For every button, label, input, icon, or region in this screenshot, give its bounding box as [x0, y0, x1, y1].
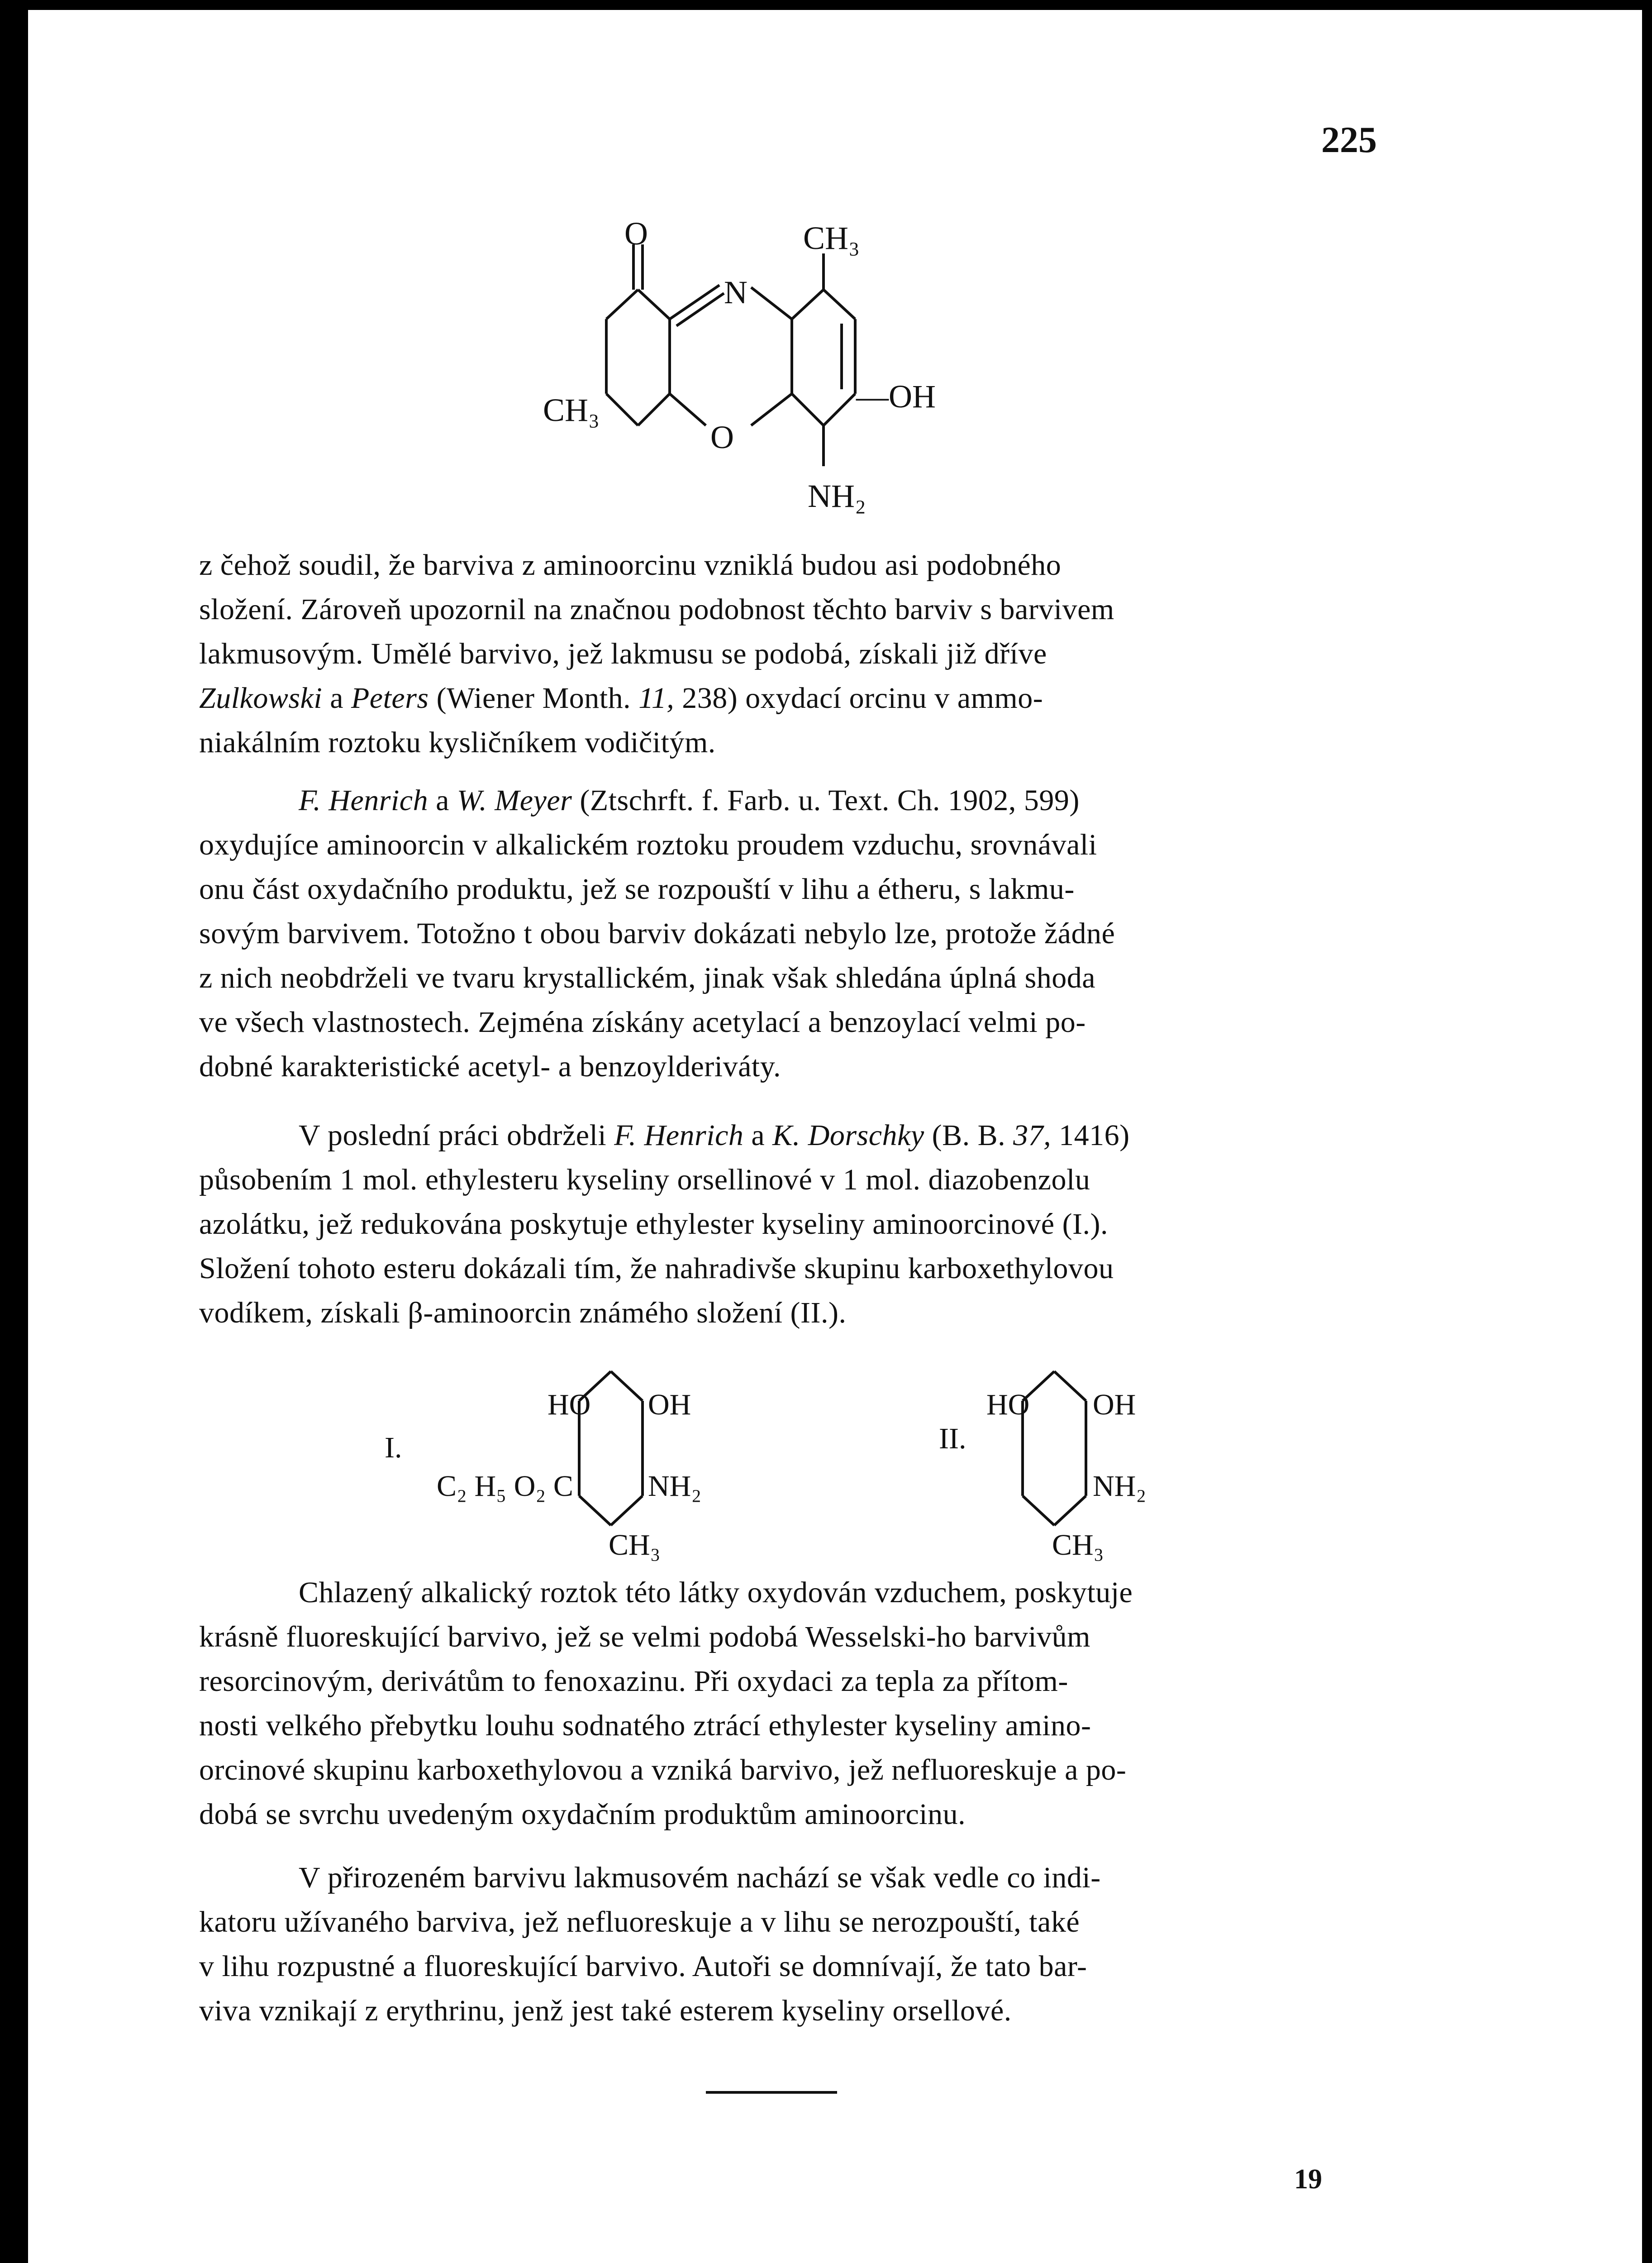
- formula-roman-numeral: II.: [939, 1422, 966, 1455]
- author-name: W. Meyer: [457, 784, 572, 817]
- oh-label: OH: [1093, 1388, 1136, 1421]
- ch3-label: CH₃: [609, 1528, 661, 1561]
- text-line: V přirozeném barvivu lakmusovém nachází se však vedle co indi-: [299, 1861, 1101, 1894]
- bond: [611, 1371, 643, 1401]
- ho-label: HO: [547, 1388, 591, 1421]
- text-line: působením 1 mol. ethylesteru kyseliny orsellinové v 1 mol. diazobenzolu: [199, 1163, 1090, 1196]
- bond: [606, 394, 638, 425]
- formula-roman-numeral: I.: [385, 1431, 402, 1464]
- paragraph-5: [199, 1856, 1385, 2033]
- signature-number: 19: [1294, 2164, 1322, 2195]
- phenoxazone-structural-formula: [543, 213, 1059, 539]
- text-line: krásně fluoreskující barvivo, jež se velmi podobá Wesselski-ho barvivům: [199, 1620, 1090, 1653]
- text-line: viva vznikají z erythrinu, jenž jest také esterem kyseliny orsellové.: [199, 1994, 1012, 2027]
- text-line: z nich neobdrželi ve tvaru krystallickém, jinak však shledána úplná shoda: [199, 961, 1096, 994]
- bond: [638, 290, 670, 319]
- nh2-label: NH₂: [648, 1470, 702, 1503]
- page-number: 225: [1321, 119, 1377, 160]
- conjunction: a: [751, 1119, 765, 1152]
- conjunction: a: [330, 682, 343, 715]
- paragraph-2: [199, 778, 1385, 1089]
- text-line: [199, 778, 1385, 823]
- paragraph-1: [199, 543, 1385, 765]
- paragraph-4: [199, 1571, 1385, 1837]
- ch3-label: CH₃: [1052, 1528, 1104, 1561]
- author-name: F. Henrich: [614, 1119, 744, 1152]
- bond: [1023, 1496, 1054, 1525]
- ch3-left-label: CH₃: [543, 392, 600, 428]
- text-line: niakálním roztoku kysličníkem vodičitým.: [199, 726, 716, 759]
- bond: [606, 290, 638, 319]
- nh2-label: NH₂: [1093, 1470, 1147, 1503]
- text-line: dobné karakteristické acetyl- a benzoylderiváty.: [199, 1050, 781, 1083]
- text-line: dobá se svrchu uvedeným oxydačním produktům aminoorcinu.: [199, 1798, 966, 1831]
- citation: (B. B.: [932, 1119, 1006, 1152]
- bond: [751, 287, 792, 319]
- citation: 1416): [1059, 1119, 1130, 1152]
- bond: [824, 394, 855, 425]
- text-line: sovým barvivem. Totožno t obou barviv dokázati nebylo lze, protože žádné: [199, 917, 1115, 950]
- text-line: Chlazený alkalický roztok této látky oxydován vzduchem, poskytuje: [299, 1576, 1133, 1609]
- author-name: Peters: [351, 682, 429, 715]
- bond: [1054, 1496, 1086, 1525]
- text-line: vodíkem, získali β-aminoorcin známého složení (II.).: [199, 1296, 847, 1329]
- ho-label: HO: [986, 1388, 1030, 1421]
- citation-volume: 37,: [1013, 1119, 1052, 1152]
- section-divider: [706, 2091, 837, 2094]
- paragraph-3: [199, 1113, 1385, 1335]
- bond: [611, 1496, 643, 1525]
- bond: [1054, 1371, 1086, 1401]
- text-line: ve všech vlastnostech. Zejména získány acetylací a benzoylací velmi po-: [199, 1006, 1086, 1039]
- aminoorcin-formulas: [371, 1358, 1276, 1566]
- hydroxyl-label: —OH: [856, 378, 936, 415]
- text-line: složení. Zároveň upozornil na značnou podobnost těchto barviv s barvivem: [199, 593, 1114, 626]
- scan-border-right: [1642, 0, 1652, 2263]
- text-line: v lihu rozpustné a fluoreskující barvivo. Autoři se domnívají, že tato bar-: [199, 1950, 1087, 1983]
- bond: [670, 394, 706, 425]
- text-line: [199, 1113, 1385, 1158]
- author-name: K. Dorschky: [772, 1119, 924, 1152]
- bond: [751, 394, 792, 425]
- citation: (Ztschrft. f. Farb. u. Text. Ch. 1902, 599): [580, 784, 1080, 817]
- nitrogen-label: N: [724, 274, 747, 310]
- scan-border-top: [0, 0, 1652, 10]
- text-line: [199, 676, 1385, 721]
- bond: [824, 290, 855, 319]
- bond: [792, 290, 824, 319]
- text-line: oxydujíce aminoorcin v alkalickém roztoku proudem vzduchu, srovnávali: [199, 828, 1097, 861]
- text-line: resorcinovým, derivátům to fenoxazinu. Při oxydaci za tepla za přítom-: [199, 1665, 1068, 1698]
- text-line: nosti velkého přebytku louhu sodnatého ztrácí ethylester kyseliny amino-: [199, 1709, 1091, 1742]
- text-span: V poslední práci obdrželi: [299, 1119, 607, 1152]
- citation-volume: 11,: [638, 682, 675, 715]
- conjunction: a: [436, 784, 449, 817]
- scan-border-left: [0, 0, 28, 2263]
- author-name: F. Henrich: [299, 784, 428, 817]
- ch3-top-label: CH₃: [803, 220, 860, 256]
- ester-group-label: C₂ H₅ O₂ C: [437, 1470, 573, 1503]
- text-line: katoru užívaného barviva, jež nefluoreskuje a v lihu se nerozpouští, také: [199, 1905, 1080, 1938]
- bond: [579, 1496, 611, 1525]
- oxo-label: O: [624, 215, 648, 252]
- citation: 238) oxydací orcinu v ammo-: [682, 682, 1043, 715]
- text-line: onu část oxydačního produktu, jež se rozpouští v lihu a étheru, s lakmu-: [199, 873, 1075, 906]
- author-name: Zulkowski: [199, 682, 323, 715]
- oh-label: OH: [648, 1388, 691, 1421]
- text-line: Složení tohoto esteru dokázali tím, že nahradivše skupinu karboxethylovou: [199, 1252, 1114, 1285]
- ring-oxygen-label: O: [710, 419, 734, 455]
- bond: [638, 394, 670, 425]
- text-line: z čehož soudil, že barviva z aminoorcinu vzniklá budou asi podobného: [199, 549, 1062, 582]
- text-line: lakmusovým. Umělé barvivo, jež lakmusu se podobá, získali již dříve: [199, 637, 1047, 670]
- nh2-label: NH₂: [808, 478, 866, 514]
- text-line: azolátku, jež redukována poskytuje ethylester kyseliny aminoorcinové (I.).: [199, 1208, 1109, 1241]
- bond: [792, 394, 824, 425]
- citation: (Wiener Month.: [436, 682, 631, 715]
- text-line: orcinové skupinu karboxethylovou a vzniká barvivo, jež nefluoreskuje a po-: [199, 1753, 1127, 1786]
